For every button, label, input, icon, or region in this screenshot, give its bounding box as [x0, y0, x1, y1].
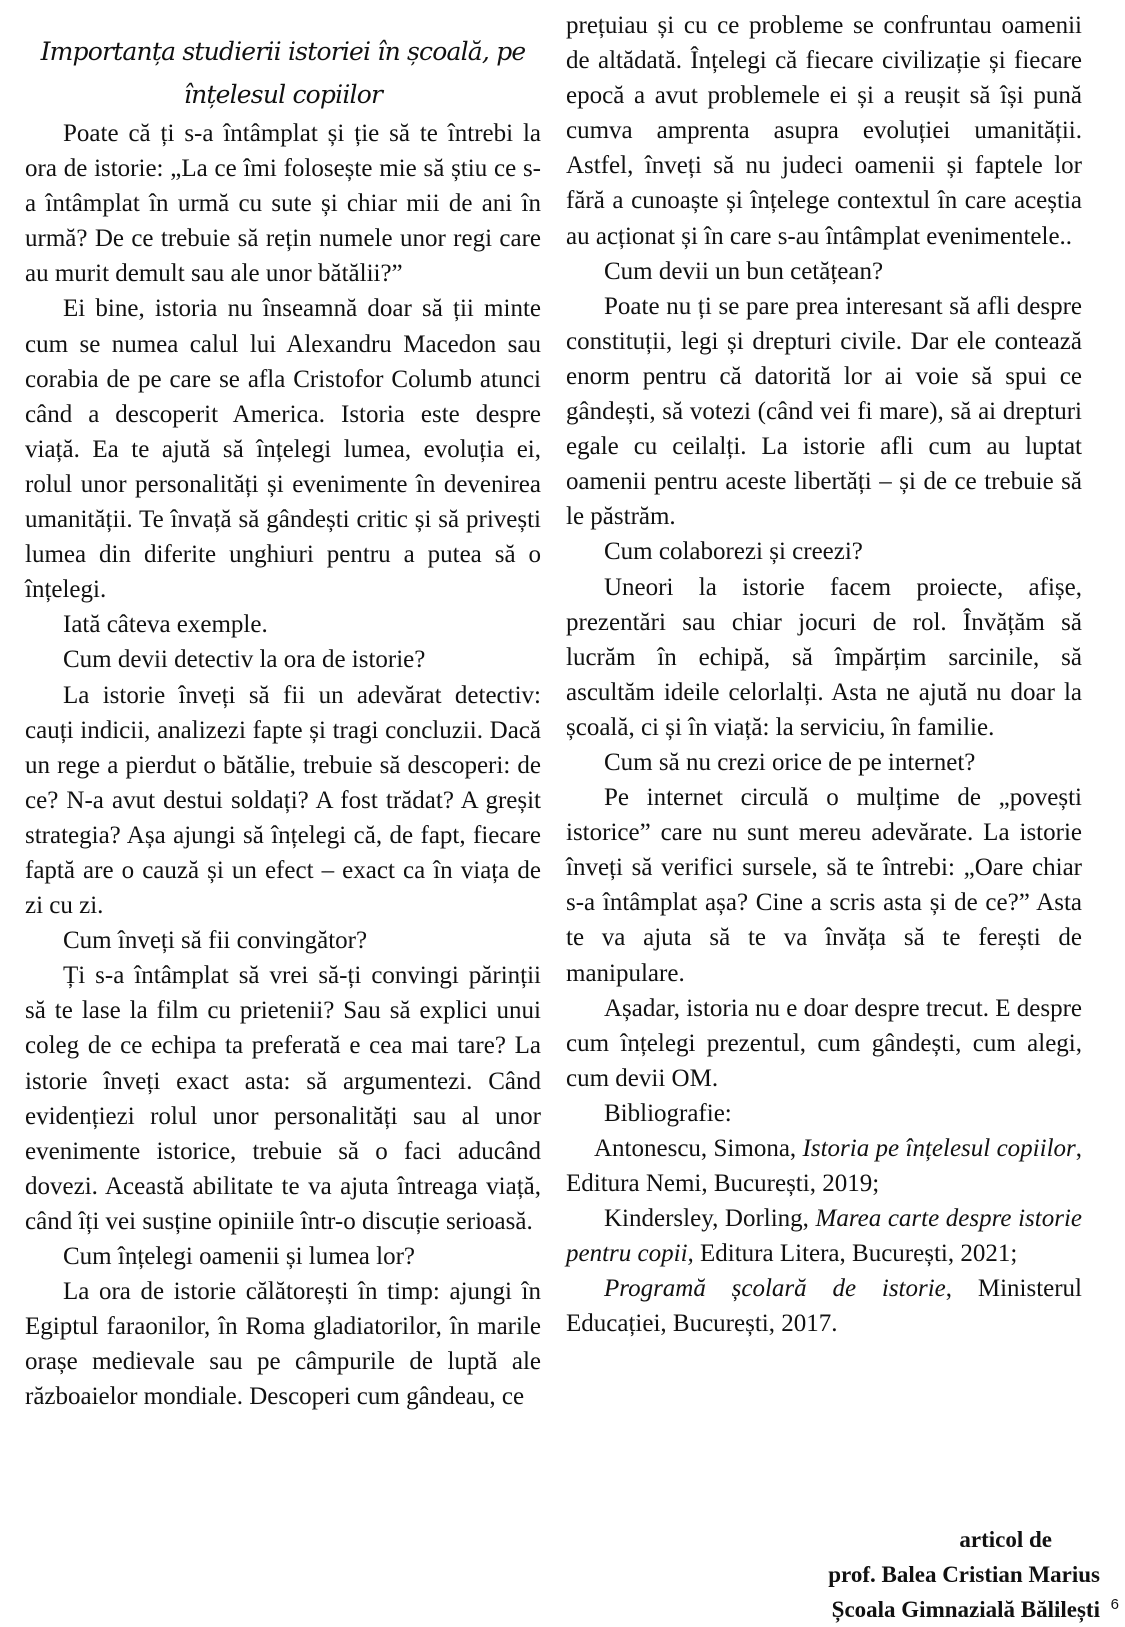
credit-line-1: articol de	[959, 1527, 1052, 1552]
section-heading: Iată câteva exemple.	[63, 611, 268, 639]
bib-author: Kindersley, Dorling,	[604, 1205, 816, 1233]
section-heading: Cum devii detectiv la ora de istorie?	[63, 646, 426, 674]
section-heading: Cum înțelegi oamenii și lumea lor?	[63, 1243, 416, 1270]
left-column	[25, 30, 541, 1414]
bib-publisher: , Editura Nemi, București, 2019;	[566, 1135, 1082, 1198]
bib-author: Antonescu, Simona,	[594, 1135, 803, 1162]
paragraph: La ora de istorie călătorești în timp: ajungi în Egiptul faraonilor, în Roma gladiatorilor, în marile orașe medievale sau pe câmpurile de luptă ale războaielor mondiale. Descoperi cum gândeau, ce	[25, 1278, 541, 1411]
paragraph: La istorie înveți să fii un adevărat detectiv: cauți indicii, analizezi fapte și tragi concluzii. Dacă un rege a pierdut o bătălie, trebuie să descoperi: de ce? N-a avut destui soldați? A fost trădat? A greșit strategia? Așa ajungi să înțelegi că, de fapt, fiecare faptă are o cauză și un efect – exact ca în viața de zi cu zi.	[25, 681, 541, 920]
paragraph: Poate că ți s-a întâmplat și ție să te întrebi la ora de istorie: „La ce îmi folosește mie să știu ce s-a întâmplat în urmă cu sute și chiar mii de ani în urmă? De ce trebuie să rețin numele unor regi care au murit demult sau ale unor bătălii?”	[25, 120, 541, 288]
section-heading: Cum colaborezi și creezi?	[604, 538, 863, 566]
credit-school: Școala Gimnazială Bălilești	[831, 1597, 1100, 1622]
page-number: 6	[1110, 1596, 1119, 1613]
bibliography-entry	[566, 1131, 1082, 1201]
paragraph: Pe internet circulă o mulțime de „povești istorice” care nu sunt mereu adevărate. La istorie înveți să verifici sursele, să te întrebi: „Oare chiar s-a întâmplat așa? Cine a scris asta și de ce?” Asta te va ajuta să te va învăța să te ferești de manipulare.	[566, 784, 1082, 987]
section-heading: Cum devii un bun cetățean?	[604, 257, 884, 285]
paragraph: Uneori la istorie facem proiecte, afișe, prezentări sau chiar jocuri de rol. Învățăm să lucrăm în echipă, să împărțim sarcinile, să ascultăm ideile celorlalți. Asta ne ajută nu doar la școală, ci și în viață: la serviciu, în familie.	[566, 573, 1082, 741]
author-credit	[828, 1522, 1100, 1627]
paragraph: Ți s-a întâmplat să vrei să-ți convingi părinții să te lase la film cu prietenii? Sau să explici unui coleg de ce echipa ta preferată e cea mai tare? La istorie înveți exact asta: să argumentezi. Când evidențiezi rolul unor personalități sau al unor evenimente istorice, trebuie să o faci aducând dovezi. Această abilitate te va ajuta întreaga viață, când îți vei susține opiniile într-o discuție serioasă.	[25, 962, 541, 1235]
credit-author: prof. Balea Cristian Marius	[828, 1562, 1100, 1587]
bibliography-entry	[566, 1201, 1082, 1271]
bib-title: Istoria pe înțelesul copiilor	[802, 1135, 1076, 1162]
bib-title: Programă școlară de istorie	[604, 1275, 946, 1303]
bibliography-entry	[566, 1271, 1082, 1341]
bib-publisher: Editura Litera, București, 2021;	[693, 1240, 1018, 1268]
bib-publisher: , Ministerul Educației, București, 2017.	[566, 1275, 1083, 1338]
section-heading: Cum să nu crezi orice de pe internet?	[604, 748, 976, 776]
paragraph: Poate nu ți se pare prea interesant să afli despre constituții, legi și drepturi civile. Dar ele contează enorm pentru că datorită lor ai voie să spui ce gândești, să votezi (când vei fi mare), să ai drepturi egale cu ceilalți. La istorie afli cum au luptat oamenii pentru aceste libertăți – și de ce trebuie să le păstrăm.	[566, 292, 1082, 531]
paragraph: Așadar, istoria nu e doar despre trecut. E despre cum înțelegi prezentul, cum gândești, cum alegi, cum devii OM.	[566, 994, 1082, 1092]
paragraph: Ei bine, istoria nu înseamnă doar să ții minte cum se numea calul lui Alexandru Macedon sau corabia de pe care se afla Cristofor Columb atunci când a descoperit America. Istoria este despre viață. Ea te ajută să înțelegi lumea, evoluția ei, rolul unor personalități și evenimente în devenirea umanității. Te învață să gândești critic și să privești lumea din diferite unghiuri pentru a putea să o înțelegi.	[25, 295, 541, 604]
section-heading: Bibliografie:	[604, 1099, 732, 1127]
bib-title: Marea carte despre istorie pentru copii,	[566, 1205, 1082, 1268]
paragraph: prețuiau și cu ce probleme se confruntau oamenii de altădată. Înțelegi că fiecare civilizație și fiecare epocă a avut problemele ei și a reușit să își pună cumva amprenta asupra evoluției umanității. Astfel, înveți să nu judeci oamenii și faptele lor fără a cunoaște și înțelege contextul în care aceștia au acționat și în care s-au întâmplat evenimentele..	[566, 12, 1082, 250]
article-title: Importanța studierii istoriei în școală, pe înțelesul copiilor	[40, 37, 526, 109]
right-column	[566, 8, 1082, 1342]
section-heading: Cum înveți să fii convingător?	[63, 927, 368, 955]
